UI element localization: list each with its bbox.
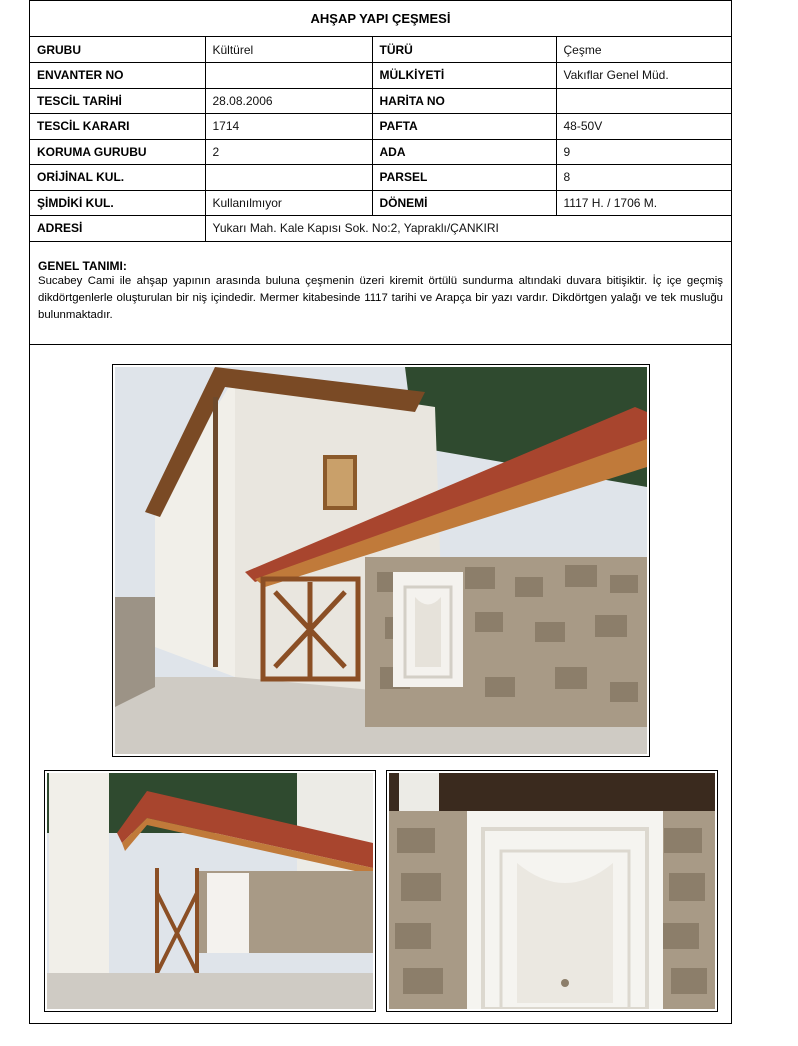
address-label: ADRESİ: [30, 216, 205, 242]
field-value: 8: [556, 165, 731, 191]
field-label: ENVANTER NO: [30, 63, 205, 89]
table-row: [30, 139, 731, 165]
field-value: Vakıflar Genel Müd.: [556, 63, 731, 89]
field-label: ADA: [372, 139, 556, 165]
field-value: Kullanılmıyor: [205, 190, 372, 216]
field-value: 9: [556, 139, 731, 165]
field-label: TÜRÜ: [372, 37, 556, 63]
field-label: TESCİL TARİHİ: [30, 88, 205, 114]
table-row: [30, 114, 731, 140]
field-value: 2: [205, 139, 372, 165]
field-value: 1714: [205, 114, 372, 140]
fountain-building-image: [115, 367, 647, 754]
porch-side-image: [47, 773, 373, 1009]
field-label: PAFTA: [372, 114, 556, 140]
table-row: [30, 88, 731, 114]
field-value: Kültürel: [205, 37, 372, 63]
sheet-title: AHŞAP YAPI ÇEŞMESİ: [30, 1, 731, 37]
field-label: HARİTA NO: [372, 88, 556, 114]
field-label: ORİJİNAL KUL.: [30, 165, 205, 191]
side-view-photo: [44, 770, 376, 1012]
info-table: [30, 37, 731, 242]
description-title: GENEL TANIMI:: [38, 258, 127, 273]
address-value: Yukarı Mah. Kale Kapısı Sok. No:2, Yapraklı/ÇANKIRI: [205, 216, 731, 242]
table-row: [30, 165, 731, 191]
fountain-niche-image: [389, 773, 715, 1009]
field-label: MÜLKİYETİ: [372, 63, 556, 89]
table-row: [30, 190, 731, 216]
field-label: PARSEL: [372, 165, 556, 191]
field-label: KORUMA GURUBU: [30, 139, 205, 165]
field-label: TESCİL KARARI: [30, 114, 205, 140]
field-label: ŞİMDİKİ KUL.: [30, 190, 205, 216]
field-value: Çeşme: [556, 37, 731, 63]
main-photo: [112, 364, 650, 757]
field-value: 1117 H. / 1706 M.: [556, 190, 731, 216]
table-row: [30, 37, 731, 63]
description-text: Sucabey Cami ile ahşap yapının arasında buluna çeşmenin üzeri kiremit örtülü sundurma altındaki duvara bitişiktir. İç içe geçmiş dikdörtgenlerle oluşturulan bir niş içindedir. Mermer kitabesinde 1117 tarihi ve Arapça bir yazı vardır. Dikdörtgen yalağı ve tek musluğu bulunmaktadır.: [38, 274, 723, 321]
field-label: DÖNEMİ: [372, 190, 556, 216]
table-row: [30, 63, 731, 89]
field-value: 48-50V: [556, 114, 731, 140]
field-value: [205, 165, 372, 191]
address-row: [30, 216, 731, 242]
field-label: GRUBU: [30, 37, 205, 63]
fountain-detail-photo: [386, 770, 718, 1012]
general-description: [30, 242, 731, 345]
field-value: 28.08.2006: [205, 88, 372, 114]
field-value: [205, 63, 372, 89]
field-value: [556, 88, 731, 114]
